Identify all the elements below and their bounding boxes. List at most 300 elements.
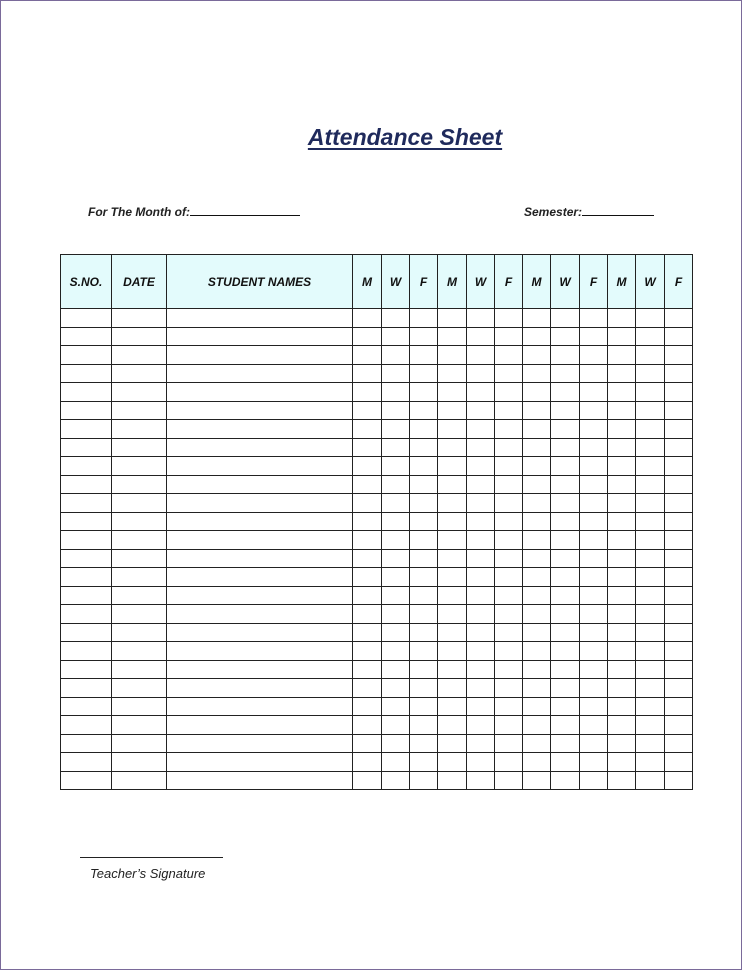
table-cell[interactable] <box>112 623 167 642</box>
table-cell[interactable] <box>410 679 438 698</box>
table-cell[interactable] <box>353 660 382 679</box>
table-cell[interactable] <box>382 309 410 328</box>
table-cell[interactable] <box>636 568 665 587</box>
table-cell[interactable] <box>467 420 495 439</box>
table-cell[interactable] <box>608 346 636 365</box>
table-cell[interactable] <box>608 438 636 457</box>
table-cell[interactable] <box>410 531 438 550</box>
table-cell[interactable] <box>382 346 410 365</box>
table-cell[interactable] <box>495 531 523 550</box>
table-cell[interactable] <box>467 605 495 624</box>
table-cell[interactable] <box>580 531 608 550</box>
table-cell[interactable] <box>467 457 495 476</box>
table-cell[interactable] <box>410 660 438 679</box>
table-cell[interactable] <box>523 401 551 420</box>
month-field[interactable] <box>88 203 300 219</box>
table-cell[interactable] <box>636 660 665 679</box>
table-cell[interactable] <box>608 697 636 716</box>
table-cell[interactable] <box>410 309 438 328</box>
table-cell[interactable] <box>353 494 382 513</box>
table-cell[interactable] <box>551 753 580 772</box>
table-cell[interactable] <box>665 549 693 568</box>
table-cell[interactable] <box>410 753 438 772</box>
table-cell[interactable] <box>608 605 636 624</box>
table-cell[interactable] <box>167 753 353 772</box>
table-cell[interactable] <box>551 734 580 753</box>
month-blank[interactable] <box>190 203 300 216</box>
table-cell[interactable] <box>61 475 112 494</box>
table-cell[interactable] <box>438 568 467 587</box>
table-cell[interactable] <box>608 549 636 568</box>
table-cell[interactable] <box>112 679 167 698</box>
table-cell[interactable] <box>410 364 438 383</box>
table-cell[interactable] <box>410 420 438 439</box>
table-cell[interactable] <box>551 679 580 698</box>
table-cell[interactable] <box>382 568 410 587</box>
table-cell[interactable] <box>112 549 167 568</box>
table-cell[interactable] <box>636 549 665 568</box>
table-cell[interactable] <box>410 383 438 402</box>
table-cell[interactable] <box>467 401 495 420</box>
table-cell[interactable] <box>167 697 353 716</box>
table-cell[interactable] <box>665 364 693 383</box>
table-cell[interactable] <box>167 383 353 402</box>
table-cell[interactable] <box>580 327 608 346</box>
table-cell[interactable] <box>636 457 665 476</box>
table-cell[interactable] <box>61 716 112 735</box>
table-cell[interactable] <box>438 364 467 383</box>
table-cell[interactable] <box>551 401 580 420</box>
table-cell[interactable] <box>665 586 693 605</box>
table-cell[interactable] <box>551 605 580 624</box>
table-cell[interactable] <box>61 420 112 439</box>
table-cell[interactable] <box>353 679 382 698</box>
table-cell[interactable] <box>61 679 112 698</box>
table-cell[interactable] <box>353 457 382 476</box>
table-cell[interactable] <box>551 475 580 494</box>
table-cell[interactable] <box>523 568 551 587</box>
table-cell[interactable] <box>438 494 467 513</box>
table-cell[interactable] <box>551 531 580 550</box>
table-cell[interactable] <box>495 642 523 661</box>
table-cell[interactable] <box>608 716 636 735</box>
table-cell[interactable] <box>580 420 608 439</box>
table-cell[interactable] <box>382 605 410 624</box>
table-cell[interactable] <box>495 660 523 679</box>
table-cell[interactable] <box>410 346 438 365</box>
table-cell[interactable] <box>167 346 353 365</box>
table-cell[interactable] <box>636 679 665 698</box>
table-cell[interactable] <box>636 420 665 439</box>
table-cell[interactable] <box>382 364 410 383</box>
table-cell[interactable] <box>112 771 167 790</box>
table-cell[interactable] <box>410 771 438 790</box>
table-cell[interactable] <box>353 586 382 605</box>
table-cell[interactable] <box>580 753 608 772</box>
table-cell[interactable] <box>112 512 167 531</box>
table-cell[interactable] <box>523 457 551 476</box>
table-cell[interactable] <box>523 642 551 661</box>
table-cell[interactable] <box>523 697 551 716</box>
table-cell[interactable] <box>636 531 665 550</box>
table-cell[interactable] <box>438 771 467 790</box>
table-cell[interactable] <box>636 346 665 365</box>
table-cell[interactable] <box>382 734 410 753</box>
table-cell[interactable] <box>353 309 382 328</box>
table-cell[interactable] <box>438 438 467 457</box>
table-cell[interactable] <box>61 623 112 642</box>
table-cell[interactable] <box>382 623 410 642</box>
table-cell[interactable] <box>523 734 551 753</box>
table-cell[interactable] <box>382 494 410 513</box>
table-cell[interactable] <box>61 697 112 716</box>
table-cell[interactable] <box>551 364 580 383</box>
table-cell[interactable] <box>608 531 636 550</box>
table-cell[interactable] <box>467 586 495 605</box>
table-cell[interactable] <box>438 327 467 346</box>
table-cell[interactable] <box>438 697 467 716</box>
table-cell[interactable] <box>410 697 438 716</box>
table-cell[interactable] <box>61 309 112 328</box>
table-cell[interactable] <box>523 623 551 642</box>
table-cell[interactable] <box>523 586 551 605</box>
table-cell[interactable] <box>608 734 636 753</box>
table-cell[interactable] <box>112 568 167 587</box>
table-cell[interactable] <box>167 586 353 605</box>
table-cell[interactable] <box>353 642 382 661</box>
table-cell[interactable] <box>410 401 438 420</box>
table-cell[interactable] <box>608 679 636 698</box>
table-cell[interactable] <box>523 438 551 457</box>
table-cell[interactable] <box>353 475 382 494</box>
table-cell[interactable] <box>167 568 353 587</box>
table-cell[interactable] <box>112 586 167 605</box>
table-cell[interactable] <box>167 457 353 476</box>
table-cell[interactable] <box>112 457 167 476</box>
table-cell[interactable] <box>438 383 467 402</box>
table-cell[interactable] <box>467 679 495 698</box>
table-cell[interactable] <box>551 420 580 439</box>
table-cell[interactable] <box>167 623 353 642</box>
table-cell[interactable] <box>551 549 580 568</box>
table-cell[interactable] <box>467 697 495 716</box>
table-cell[interactable] <box>580 568 608 587</box>
table-cell[interactable] <box>61 438 112 457</box>
table-cell[interactable] <box>523 771 551 790</box>
table-cell[interactable] <box>608 364 636 383</box>
table-cell[interactable] <box>353 420 382 439</box>
table-cell[interactable] <box>665 771 693 790</box>
table-cell[interactable] <box>112 642 167 661</box>
table-cell[interactable] <box>438 512 467 531</box>
table-cell[interactable] <box>523 512 551 531</box>
table-cell[interactable] <box>495 753 523 772</box>
table-cell[interactable] <box>167 771 353 790</box>
table-cell[interactable] <box>61 771 112 790</box>
table-cell[interactable] <box>636 475 665 494</box>
table-cell[interactable] <box>608 512 636 531</box>
table-cell[interactable] <box>410 623 438 642</box>
table-cell[interactable] <box>636 401 665 420</box>
table-cell[interactable] <box>580 697 608 716</box>
table-cell[interactable] <box>382 420 410 439</box>
table-cell[interactable] <box>495 457 523 476</box>
table-cell[interactable] <box>438 623 467 642</box>
table-cell[interactable] <box>636 697 665 716</box>
table-cell[interactable] <box>665 401 693 420</box>
semester-field[interactable] <box>524 203 654 219</box>
table-cell[interactable] <box>167 605 353 624</box>
table-cell[interactable] <box>523 753 551 772</box>
table-cell[interactable] <box>608 309 636 328</box>
table-cell[interactable] <box>167 549 353 568</box>
table-cell[interactable] <box>112 494 167 513</box>
table-cell[interactable] <box>665 623 693 642</box>
table-cell[interactable] <box>167 642 353 661</box>
table-cell[interactable] <box>438 716 467 735</box>
table-cell[interactable] <box>353 734 382 753</box>
table-cell[interactable] <box>495 716 523 735</box>
table-cell[interactable] <box>438 457 467 476</box>
table-cell[interactable] <box>467 475 495 494</box>
table-cell[interactable] <box>665 716 693 735</box>
table-cell[interactable] <box>61 401 112 420</box>
table-cell[interactable] <box>353 605 382 624</box>
table-cell[interactable] <box>580 494 608 513</box>
table-cell[interactable] <box>61 605 112 624</box>
table-cell[interactable] <box>580 605 608 624</box>
table-cell[interactable] <box>167 512 353 531</box>
table-cell[interactable] <box>665 753 693 772</box>
table-cell[interactable] <box>410 512 438 531</box>
table-cell[interactable] <box>410 457 438 476</box>
table-cell[interactable] <box>495 475 523 494</box>
table-cell[interactable] <box>580 771 608 790</box>
table-cell[interactable] <box>495 327 523 346</box>
table-cell[interactable] <box>551 512 580 531</box>
table-cell[interactable] <box>353 697 382 716</box>
table-cell[interactable] <box>410 494 438 513</box>
table-cell[interactable] <box>523 716 551 735</box>
table-cell[interactable] <box>608 568 636 587</box>
table-cell[interactable] <box>665 642 693 661</box>
table-cell[interactable] <box>523 327 551 346</box>
table-cell[interactable] <box>353 771 382 790</box>
table-cell[interactable] <box>112 309 167 328</box>
table-cell[interactable] <box>551 716 580 735</box>
table-cell[interactable] <box>382 679 410 698</box>
table-cell[interactable] <box>382 716 410 735</box>
table-cell[interactable] <box>410 438 438 457</box>
table-cell[interactable] <box>636 734 665 753</box>
table-cell[interactable] <box>353 549 382 568</box>
table-cell[interactable] <box>438 549 467 568</box>
table-cell[interactable] <box>580 660 608 679</box>
table-cell[interactable] <box>112 420 167 439</box>
table-cell[interactable] <box>580 364 608 383</box>
table-cell[interactable] <box>467 531 495 550</box>
table-cell[interactable] <box>580 642 608 661</box>
table-cell[interactable] <box>382 531 410 550</box>
table-cell[interactable] <box>61 346 112 365</box>
table-cell[interactable] <box>580 549 608 568</box>
table-cell[interactable] <box>636 605 665 624</box>
table-cell[interactable] <box>167 401 353 420</box>
table-cell[interactable] <box>353 716 382 735</box>
table-cell[interactable] <box>382 457 410 476</box>
table-cell[interactable] <box>665 605 693 624</box>
table-cell[interactable] <box>608 586 636 605</box>
table-cell[interactable] <box>523 346 551 365</box>
table-cell[interactable] <box>523 494 551 513</box>
table-cell[interactable] <box>608 771 636 790</box>
table-cell[interactable] <box>608 457 636 476</box>
table-cell[interactable] <box>495 679 523 698</box>
table-cell[interactable] <box>495 364 523 383</box>
table-cell[interactable] <box>382 697 410 716</box>
table-cell[interactable] <box>167 734 353 753</box>
table-cell[interactable] <box>580 309 608 328</box>
table-cell[interactable] <box>495 734 523 753</box>
table-cell[interactable] <box>167 309 353 328</box>
table-cell[interactable] <box>636 642 665 661</box>
table-cell[interactable] <box>61 383 112 402</box>
table-cell[interactable] <box>167 364 353 383</box>
table-cell[interactable] <box>665 697 693 716</box>
table-cell[interactable] <box>495 401 523 420</box>
table-cell[interactable] <box>665 512 693 531</box>
table-cell[interactable] <box>665 475 693 494</box>
semester-blank[interactable] <box>582 203 654 216</box>
table-cell[interactable] <box>61 512 112 531</box>
table-cell[interactable] <box>523 531 551 550</box>
table-cell[interactable] <box>353 383 382 402</box>
table-cell[interactable] <box>608 401 636 420</box>
table-cell[interactable] <box>551 309 580 328</box>
table-cell[interactable] <box>580 623 608 642</box>
table-cell[interactable] <box>438 420 467 439</box>
table-cell[interactable] <box>438 642 467 661</box>
table-cell[interactable] <box>467 568 495 587</box>
table-cell[interactable] <box>112 660 167 679</box>
table-cell[interactable] <box>636 309 665 328</box>
table-cell[interactable] <box>665 734 693 753</box>
table-cell[interactable] <box>495 586 523 605</box>
table-cell[interactable] <box>167 531 353 550</box>
table-cell[interactable] <box>551 383 580 402</box>
table-cell[interactable] <box>551 568 580 587</box>
table-cell[interactable] <box>112 753 167 772</box>
table-cell[interactable] <box>636 771 665 790</box>
table-cell[interactable] <box>61 327 112 346</box>
table-cell[interactable] <box>467 753 495 772</box>
table-cell[interactable] <box>438 660 467 679</box>
table-cell[interactable] <box>61 734 112 753</box>
table-cell[interactable] <box>353 438 382 457</box>
table-cell[interactable] <box>665 660 693 679</box>
table-cell[interactable] <box>61 494 112 513</box>
table-cell[interactable] <box>495 623 523 642</box>
table-cell[interactable] <box>665 420 693 439</box>
table-cell[interactable] <box>410 586 438 605</box>
table-cell[interactable] <box>551 642 580 661</box>
table-cell[interactable] <box>438 401 467 420</box>
table-cell[interactable] <box>167 716 353 735</box>
table-cell[interactable] <box>353 401 382 420</box>
table-cell[interactable] <box>495 438 523 457</box>
table-cell[interactable] <box>112 383 167 402</box>
table-cell[interactable] <box>438 679 467 698</box>
table-cell[interactable] <box>665 531 693 550</box>
table-cell[interactable] <box>523 475 551 494</box>
table-cell[interactable] <box>551 327 580 346</box>
table-cell[interactable] <box>551 438 580 457</box>
table-cell[interactable] <box>167 327 353 346</box>
table-cell[interactable] <box>495 697 523 716</box>
table-cell[interactable] <box>467 660 495 679</box>
table-cell[interactable] <box>382 383 410 402</box>
table-cell[interactable] <box>580 679 608 698</box>
table-cell[interactable] <box>438 531 467 550</box>
table-cell[interactable] <box>467 771 495 790</box>
table-cell[interactable] <box>382 512 410 531</box>
table-cell[interactable] <box>608 420 636 439</box>
table-cell[interactable] <box>61 642 112 661</box>
table-cell[interactable] <box>167 420 353 439</box>
table-cell[interactable] <box>636 512 665 531</box>
table-cell[interactable] <box>580 401 608 420</box>
table-cell[interactable] <box>167 475 353 494</box>
table-cell[interactable] <box>382 327 410 346</box>
table-cell[interactable] <box>410 716 438 735</box>
table-cell[interactable] <box>467 642 495 661</box>
table-cell[interactable] <box>353 753 382 772</box>
table-cell[interactable] <box>112 438 167 457</box>
table-cell[interactable] <box>551 697 580 716</box>
table-cell[interactable] <box>495 771 523 790</box>
table-cell[interactable] <box>523 364 551 383</box>
table-cell[interactable] <box>551 660 580 679</box>
table-cell[interactable] <box>636 438 665 457</box>
table-cell[interactable] <box>438 753 467 772</box>
table-cell[interactable] <box>112 346 167 365</box>
table-cell[interactable] <box>353 327 382 346</box>
table-cell[interactable] <box>608 494 636 513</box>
table-cell[interactable] <box>523 420 551 439</box>
table-cell[interactable] <box>495 549 523 568</box>
table-cell[interactable] <box>580 383 608 402</box>
table-cell[interactable] <box>495 568 523 587</box>
table-cell[interactable] <box>112 697 167 716</box>
table-cell[interactable] <box>467 364 495 383</box>
table-cell[interactable] <box>551 623 580 642</box>
table-cell[interactable] <box>580 512 608 531</box>
table-cell[interactable] <box>467 346 495 365</box>
table-cell[interactable] <box>580 438 608 457</box>
table-cell[interactable] <box>665 568 693 587</box>
table-cell[interactable] <box>410 327 438 346</box>
table-cell[interactable] <box>112 734 167 753</box>
table-cell[interactable] <box>636 327 665 346</box>
table-cell[interactable] <box>353 364 382 383</box>
table-cell[interactable] <box>495 309 523 328</box>
table-cell[interactable] <box>665 457 693 476</box>
table-cell[interactable] <box>495 605 523 624</box>
table-cell[interactable] <box>636 623 665 642</box>
table-cell[interactable] <box>467 438 495 457</box>
table-cell[interactable] <box>438 605 467 624</box>
table-cell[interactable] <box>61 364 112 383</box>
